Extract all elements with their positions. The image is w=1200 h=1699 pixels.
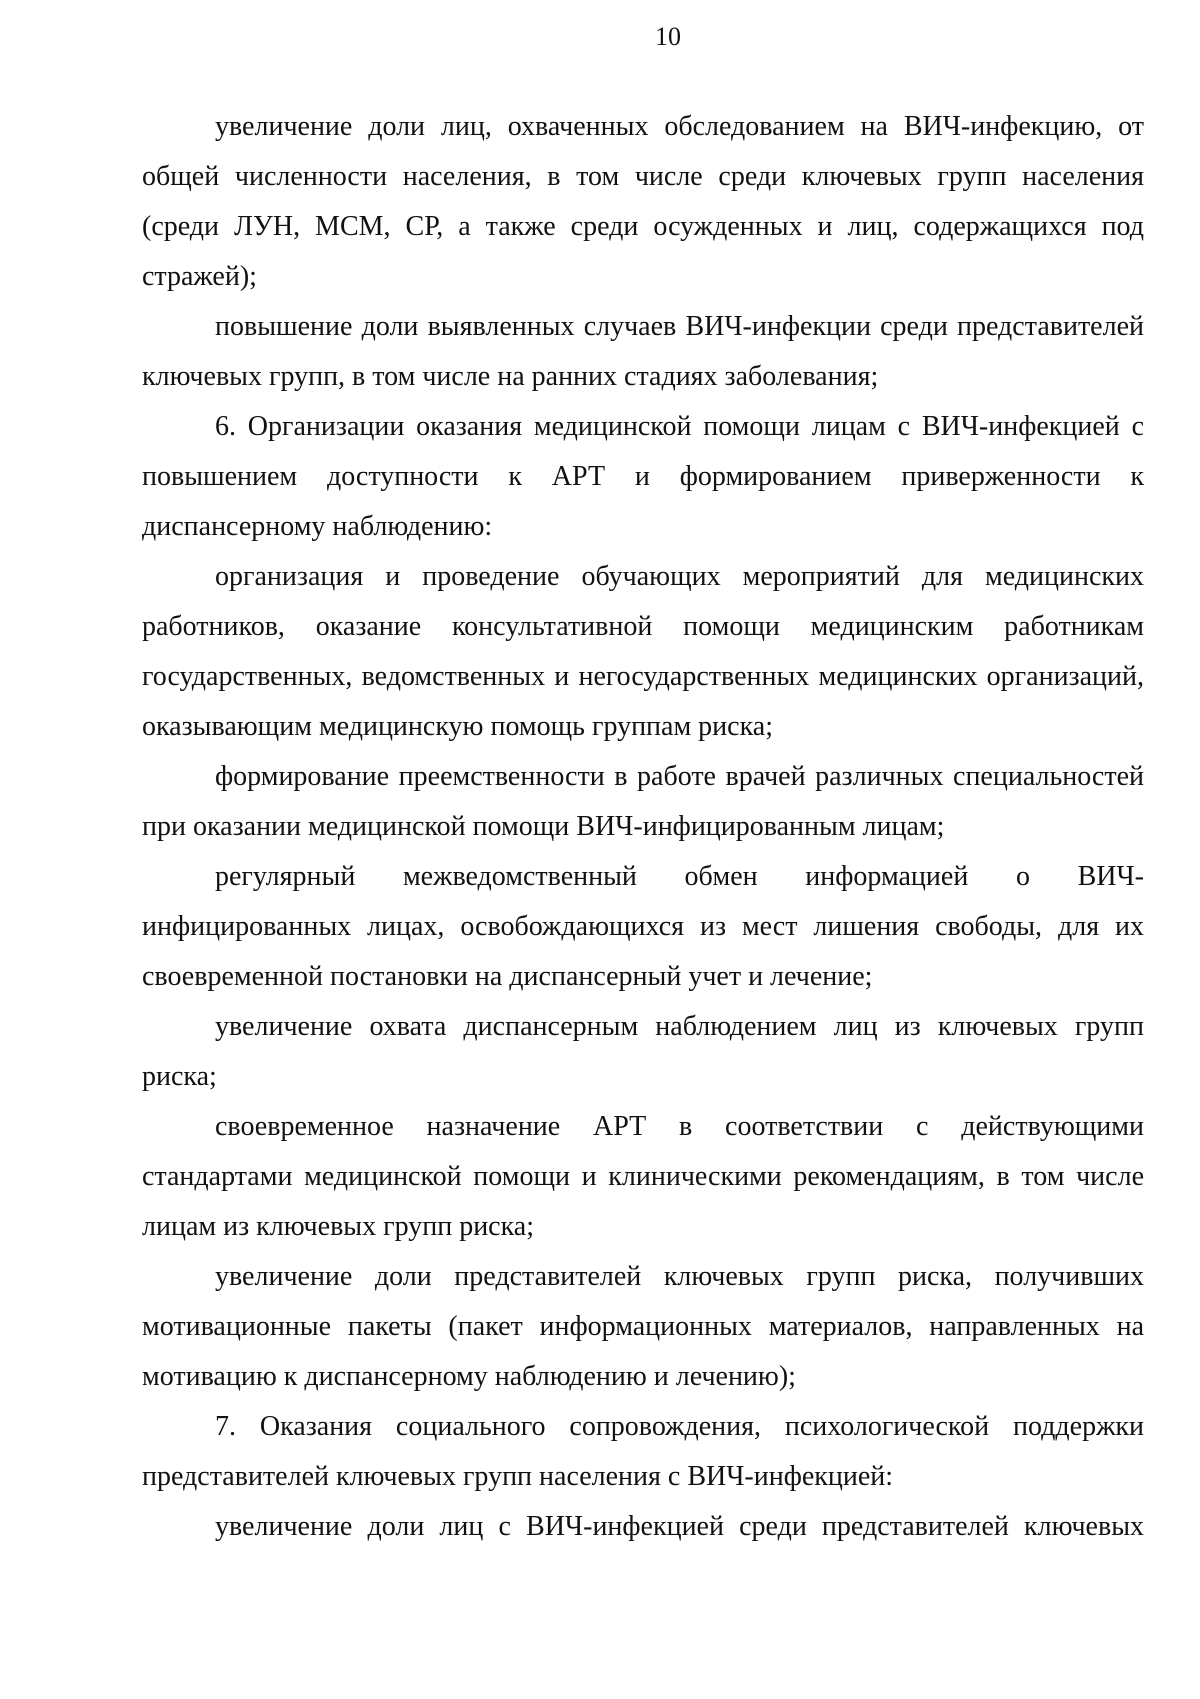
paragraph: повышение доли выявленных случаев ВИЧ-инфекции среди представителей ключевых групп, в том числе на ранних стадиях заболевания; bbox=[142, 311, 1144, 392]
paragraph-section-7: 7. Оказания социального сопровождения, психологической поддержки представителей ключевых групп населения с ВИЧ-инфекцией: bbox=[142, 1411, 1144, 1492]
paragraph: регулярный межведомственный обмен информацией о ВИЧ-инфицированных лицах, освобождающихся из мест лишения свободы, для их своевременной постановки на диспансерный учет и лечение; bbox=[142, 861, 1144, 992]
paragraph: организация и проведение обучающих мероприятий для медицинских работников, оказание консультативной помощи медицинским работникам государственных, ведомственных и негосударственных медицинских организаций, оказывающим медицинскую помощь группам риска; bbox=[142, 561, 1144, 742]
paragraph: своевременное назначение АРТ в соответствии с действующими стандартами медицинской помощи и клиническими рекомендациям, в том числе лицам из ключевых групп риска; bbox=[142, 1111, 1144, 1242]
paragraph: увеличение доли лиц, охваченных обследованием на ВИЧ-инфекцию, от общей численности населения, в том числе среди ключевых групп населения (среди ЛУН, МСМ, СР, а также среди осужденных и лиц, содержащихся под стражей); bbox=[142, 111, 1144, 292]
page-number: 10 bbox=[655, 22, 681, 51]
paragraph: формирование преемственности в работе врачей различных специальностей при оказании медицинской помощи ВИЧ-инфицированным лицам; bbox=[142, 761, 1144, 842]
paragraph-section-6: 6. Организации оказания медицинской помощи лицам с ВИЧ-инфекцией с повышением доступности к АРТ и формированием приверженности к диспансерному наблюдению: bbox=[142, 411, 1144, 542]
paragraph: увеличение охвата диспансерным наблюдением лиц из ключевых групп риска; bbox=[142, 1011, 1144, 1092]
document-body bbox=[142, 102, 1144, 1552]
paragraph-continues: увеличение доли лиц с ВИЧ-инфекцией среди представителей ключевых bbox=[215, 1511, 1144, 1542]
paragraph: увеличение доли представителей ключевых групп риска, получивших мотивационные пакеты (пакет информационных материалов, направленных на мотивацию к диспансерному наблюдению и лечению); bbox=[142, 1261, 1144, 1392]
